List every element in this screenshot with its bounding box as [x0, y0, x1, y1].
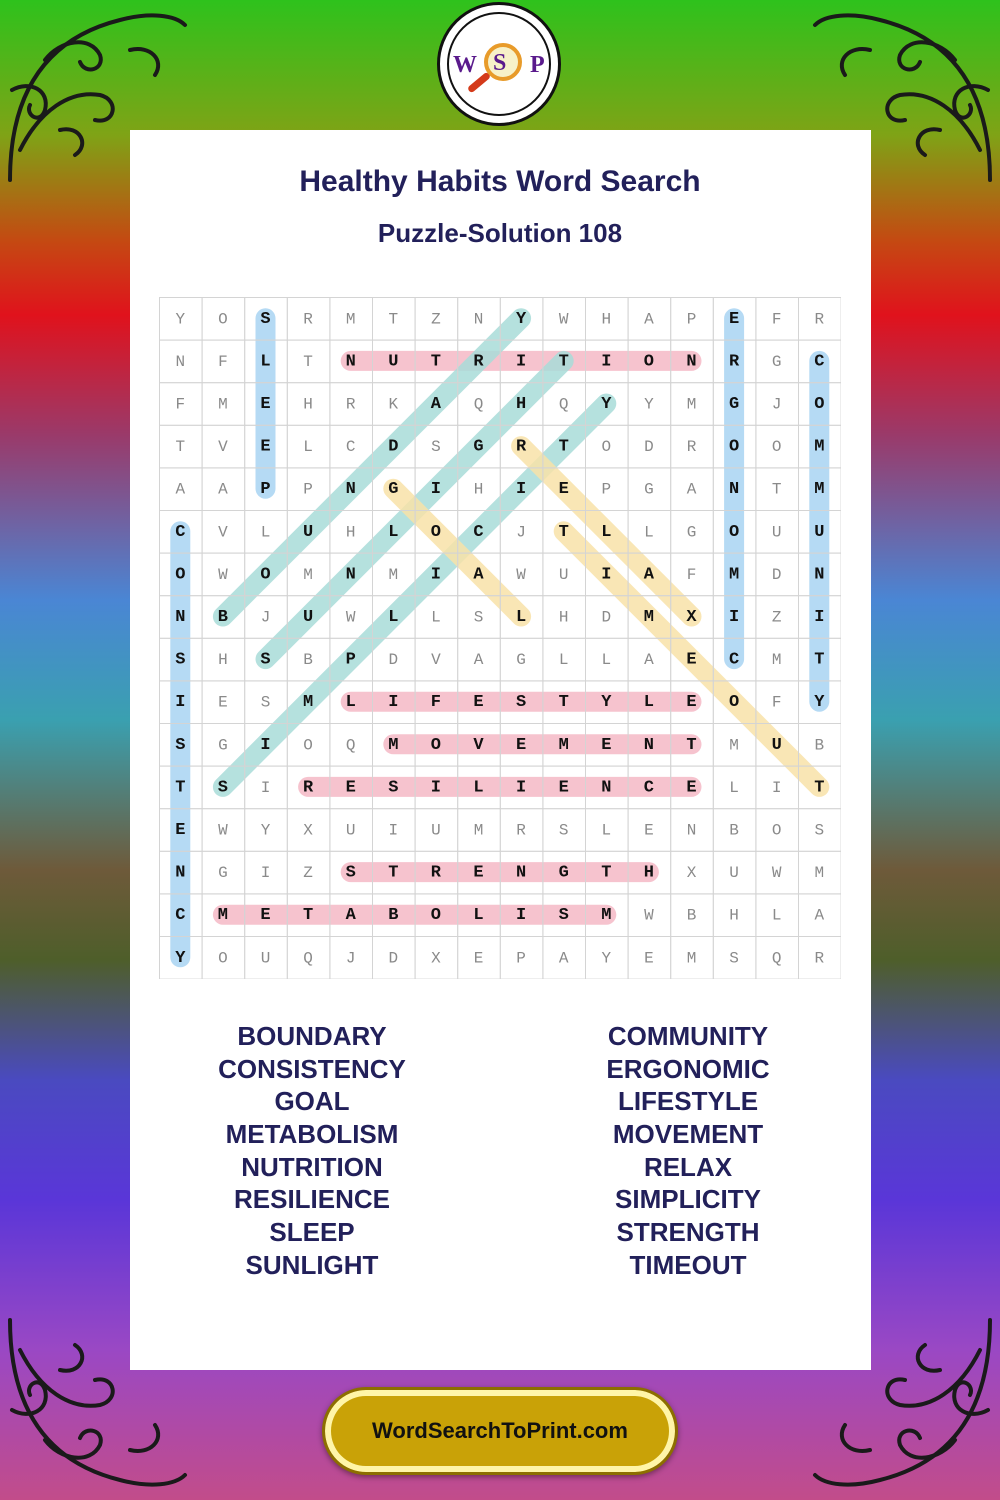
grid-letter: G [218, 736, 228, 755]
grid-letter: J [771, 395, 782, 414]
grid-letter: A [558, 949, 569, 968]
grid-letter: O [771, 438, 782, 457]
grid-letter: U [260, 949, 271, 968]
grid-letter-found: E [260, 395, 271, 414]
grid-letter: B [814, 736, 825, 755]
grid-letter: R [303, 310, 313, 329]
grid-letter: P [686, 310, 697, 329]
grid-letter: U [345, 821, 356, 840]
page-title: Healthy Habits Word Search [299, 165, 701, 198]
grid-letter-found: D [388, 437, 399, 457]
grid-letter: P [303, 480, 313, 499]
grid-letter-found: L [260, 352, 271, 372]
grid-letter-found: I [814, 608, 825, 627]
grid-letter-found: L [388, 608, 399, 627]
grid-letter-found: E [175, 821, 186, 840]
grid-letter: O [218, 949, 228, 968]
grid-letter: E [218, 693, 228, 712]
grid-letter-found: E [515, 735, 527, 755]
grid-letter: H [558, 608, 569, 627]
grid-letter: O [303, 736, 313, 755]
grid-letter: I [771, 778, 782, 797]
grid-letter-found: X [686, 608, 697, 627]
grid-letter-found: C [473, 522, 484, 542]
grid-letter-found: M [728, 565, 740, 585]
grid-letter-found: A [345, 906, 356, 926]
grid-letter: R [516, 821, 526, 840]
word-list-item: TIMEOUT [629, 1249, 747, 1280]
logo-letter-s: S [493, 50, 507, 76]
grid-letter: Z [303, 864, 313, 883]
grid-letter: F [771, 310, 782, 329]
word-list-item: RELAX [643, 1151, 733, 1182]
word-list-item: RESILIENCE [233, 1184, 391, 1215]
word-search-grid [159, 297, 841, 979]
grid-letter: I [388, 821, 399, 840]
grid-letter-found: T [686, 735, 697, 755]
grid-letter: M [388, 565, 399, 584]
grid-letter: E [644, 949, 654, 968]
grid-letter-found: E [558, 778, 569, 798]
grid-letter: D [601, 608, 612, 627]
grid-letter: L [601, 821, 612, 840]
grid-letter-found: R [515, 437, 527, 457]
grid-letter: S [814, 821, 825, 840]
grid-letter: X [431, 949, 441, 968]
grid-letter-found: C [814, 352, 825, 372]
grid-letter-found: I [388, 693, 399, 713]
grid-letter: W [345, 608, 356, 627]
grid-letter: Q [771, 949, 782, 968]
grid-letter: B [729, 821, 739, 840]
grid-letter-found: L [345, 693, 356, 713]
grid-letter: G [218, 864, 228, 883]
grid-letter-found: I [430, 565, 442, 585]
grid-letter-found: T [814, 650, 825, 670]
grid-letter-found: M [601, 906, 612, 926]
grid-letter-found: N [345, 565, 356, 585]
grid-letter-found: Y [175, 948, 186, 968]
grid-letter-found: C [643, 778, 655, 798]
grid-letter-found: H [643, 863, 655, 883]
grid-letter: S [260, 693, 271, 712]
grid-letter: W [218, 821, 228, 840]
grid-letter: L [558, 651, 569, 670]
grid-letter-found: E [686, 650, 697, 670]
grid-letter: L [729, 778, 739, 797]
word-list-item: SUNLIGHT [245, 1249, 379, 1280]
word-list-item: SLEEP [269, 1217, 355, 1248]
word-list-item: NUTRITION [241, 1151, 383, 1182]
grid-letter: H [601, 310, 612, 329]
word-list-right [538, 1020, 838, 1282]
wsp-logo[interactable] [437, 2, 561, 126]
grid-letter: H [218, 651, 228, 670]
grid-letter-found: T [558, 693, 569, 713]
grid-letter-found: G [728, 395, 740, 414]
grid-letter: G [644, 480, 654, 499]
grid-letter: R [686, 438, 697, 457]
grid-letter: S [431, 438, 441, 457]
grid-letter: R [814, 310, 825, 329]
grid-letter-found: M [643, 608, 655, 627]
grid-letter-found: N [345, 352, 356, 372]
grid-letter: Q [303, 949, 313, 968]
grid-letter: F [218, 352, 228, 371]
grid-letter: D [388, 949, 399, 968]
grid-letter-found: T [558, 352, 569, 372]
grid-letter-found: R [728, 352, 740, 372]
grid-letter: O [218, 310, 228, 329]
grid-letter-found: B [388, 906, 399, 926]
grid-letter: U [771, 523, 782, 542]
grid-letter-found: O [728, 693, 740, 713]
grid-letter: F [175, 395, 186, 414]
grid-letter-found: I [515, 778, 527, 798]
logo-letter-p: P [530, 52, 545, 78]
grid-letter: Q [473, 395, 484, 414]
grid-letter: K [388, 395, 399, 414]
grid-letter: I [260, 864, 271, 883]
grid-letter: R [814, 949, 825, 968]
grid-letter-found: E [260, 437, 271, 457]
grid-letter-found: G [388, 480, 399, 500]
grid-letter: M [473, 821, 484, 840]
grid-letter-found: I [601, 565, 612, 585]
grid-letter-found: Y [515, 309, 527, 329]
grid-letter: G [516, 651, 526, 670]
grid-letter: F [686, 565, 697, 584]
grid-letter-found: T [601, 863, 612, 883]
grid-letter-found: U [814, 522, 825, 542]
grid-letter: L [644, 523, 654, 542]
grid-letter-found: T [558, 437, 569, 457]
grid-letter-found: I [430, 778, 442, 798]
grid-letter-found: T [302, 906, 314, 926]
grid-letter: M [218, 395, 228, 414]
grid-letter-found: O [814, 395, 825, 414]
grid-letter: J [516, 523, 526, 542]
grid-letter-found: U [771, 735, 782, 755]
grid-letter-found: E [260, 906, 271, 926]
grid-letter: T [388, 310, 399, 329]
grid-letter-found: L [515, 608, 527, 627]
grid-letter: V [218, 523, 228, 542]
grid-letter: N [175, 352, 186, 371]
word-list-item: CONSISTENCY [218, 1053, 406, 1084]
grid-letter-found: M [302, 693, 314, 713]
grid-letter: X [303, 821, 313, 840]
grid-letter: A [175, 480, 186, 499]
grid-letter: C [345, 438, 356, 457]
grid-letter: Z [771, 608, 782, 627]
grid-letter: W [558, 310, 569, 329]
grid-letter: N [473, 310, 484, 329]
grid-letter: G [686, 523, 697, 542]
grid-letter: T [303, 352, 313, 371]
grid-letter: U [431, 821, 441, 840]
grid-letter: P [516, 949, 526, 968]
grid-letter-found: S [175, 735, 186, 755]
grid-letter-found: N [686, 352, 697, 372]
grid-letter: Y [644, 395, 654, 414]
grid-letter-found: S [260, 650, 271, 670]
grid-letter-found: A [430, 395, 442, 414]
grid-letter: D [644, 438, 654, 457]
grid-letter-found: I [515, 906, 527, 926]
grid-letter-found: L [473, 906, 484, 926]
word-list-item: ERGONOMIC [606, 1053, 770, 1084]
grid-letter-found: U [302, 522, 314, 542]
word-list-left [162, 1020, 462, 1282]
word-list-item: MOVEMENT [612, 1119, 764, 1150]
grid-letter: T [175, 438, 186, 457]
word-list-item: GOAL [274, 1086, 350, 1117]
grid-letter-found: E [558, 480, 569, 500]
grid-letter-found: O [430, 735, 442, 755]
grid-letter-found: E [473, 863, 484, 883]
word-list-item: LIFESTYLE [617, 1086, 759, 1117]
grid-letter: W [218, 565, 228, 584]
grid-letter-found: T [175, 778, 186, 798]
grid-letter: U [558, 565, 569, 584]
grid-letter-found: E [473, 693, 484, 713]
grid-letter-found: O [175, 565, 186, 585]
grid-letter: M [729, 736, 739, 755]
grid-letter: E [644, 821, 654, 840]
grid-letter-found: P [345, 650, 356, 670]
grid-letter: R [345, 395, 356, 414]
grid-letter: S [558, 821, 569, 840]
grid-letter-found: O [728, 437, 740, 457]
grid-letter-found: E [345, 778, 356, 798]
grid-letter-found: N [515, 863, 527, 883]
grid-letter-found: N [175, 608, 186, 627]
grid-letter-found: N [601, 778, 612, 798]
grid-letter-found: M [558, 735, 569, 755]
grid-letter-found: E [686, 693, 697, 713]
grid-letter: D [771, 565, 782, 584]
grid-letter-found: B [217, 608, 229, 627]
grid-letter-found: Y [814, 693, 825, 713]
grid-letter: A [473, 651, 484, 670]
grid-letter-found: A [643, 565, 655, 585]
grid-letter-found: R [473, 352, 484, 372]
grid-letter-found: I [430, 480, 442, 500]
grid-letter-found: L [601, 522, 612, 542]
grid-letter-found: H [515, 395, 527, 414]
word-list-item: STRENGTH [616, 1217, 760, 1248]
grid-letter-found: I [515, 352, 527, 372]
grid-letter: Y [260, 821, 271, 840]
grid-letter: M [686, 949, 697, 968]
grid-letter: S [729, 949, 739, 968]
grid-letter-found: P [260, 480, 271, 500]
grid-letter-found: N [728, 480, 740, 500]
grid-letter: O [601, 438, 612, 457]
grid-letter-found: M [814, 480, 825, 500]
grid-letter-found: O [728, 522, 740, 542]
grid-letter: O [771, 821, 782, 840]
grid-letter-found: I [601, 352, 612, 372]
grid-letter-found: S [260, 309, 271, 329]
grid-letter-found: R [302, 778, 314, 798]
grid-letter-found: I [175, 693, 186, 713]
grid-letter: J [345, 949, 356, 968]
grid-letter: M [303, 565, 313, 584]
grid-letter-found: Y [601, 395, 612, 414]
grid-letter: Y [601, 949, 612, 968]
grid-letter-found: O [260, 565, 271, 585]
grid-letter: Q [558, 395, 569, 414]
grid-letter-found: C [175, 906, 186, 926]
grid-letter-found: E [686, 778, 697, 798]
grid-letter: L [601, 651, 612, 670]
grid-letter-found: U [388, 352, 399, 372]
grid-letter: H [303, 395, 313, 414]
grid-letter-found: L [388, 522, 399, 542]
grid-letter: Q [345, 736, 356, 755]
grid-letter: P [601, 480, 612, 499]
grid-letter-found: N [814, 565, 825, 585]
grid-letter-found: N [345, 480, 356, 500]
grid-letter: D [388, 651, 399, 670]
grid-letter-found: R [430, 863, 442, 883]
grid-letter: B [303, 651, 313, 670]
grid-letter: A [644, 651, 654, 670]
grid-letter-found: T [558, 522, 569, 542]
grid-letter: M [345, 310, 356, 329]
grid-letter-found: S [388, 778, 399, 798]
grid-letter-found: L [473, 778, 484, 798]
grid-letter: A [814, 906, 825, 925]
grid-letter: M [771, 651, 782, 670]
grid-letter-found: O [643, 352, 655, 372]
word-list-item: BOUNDARY [237, 1021, 387, 1051]
grid-letter-found: C [728, 650, 740, 670]
grid-letter: M [814, 864, 825, 883]
grid-letter: V [218, 438, 228, 457]
grid-letter-found: S [175, 650, 186, 670]
grid-letter-found: S [217, 778, 229, 798]
site-banner-link[interactable]: WordSearchToPrint.com [322, 1387, 678, 1475]
grid-letter: M [686, 395, 697, 414]
grid-letter: N [686, 821, 697, 840]
grid-letter: L [303, 438, 313, 457]
word-list-item: METABOLISM [225, 1119, 399, 1150]
grid-letter: L [260, 523, 271, 542]
grid-letter: T [771, 480, 782, 499]
grid-letter-found: C [175, 522, 186, 542]
page-subtitle: Puzzle-Solution 108 [377, 218, 623, 248]
grid-letter-found: T [430, 352, 442, 372]
grid-letter-found: M [388, 735, 399, 755]
grid-letter-found: U [302, 608, 314, 627]
logo-letter-w: W [453, 52, 477, 78]
grid-letter: X [686, 864, 697, 883]
grid-letter: L [771, 906, 782, 925]
grid-letter-found: M [217, 906, 229, 926]
grid-letter: H [729, 906, 739, 925]
grid-letter: A [218, 480, 228, 499]
grid-letter-found: E [728, 309, 740, 329]
grid-letter-found: O [430, 522, 442, 542]
grid-letter: J [260, 608, 271, 627]
grid-letter: G [771, 352, 782, 371]
grid-letter: W [644, 906, 654, 925]
grid-letter-found: I [260, 735, 271, 755]
grid-letter: U [729, 864, 739, 883]
grid-letter-found: I [515, 480, 527, 500]
grid-letter: B [686, 906, 697, 925]
grid-letter-found: M [814, 437, 825, 457]
grid-letter-found: A [473, 565, 484, 585]
word-list-item: SIMPLICITY [615, 1184, 761, 1215]
grid-letter-found: T [388, 863, 399, 883]
grid-letter: H [473, 480, 484, 499]
grid-letter-found: S [558, 906, 569, 926]
grid-letter: A [644, 310, 654, 329]
grid-letter: W [516, 565, 526, 584]
grid-letter: A [686, 480, 697, 499]
grid-letter-found: O [430, 906, 442, 926]
grid-letter-found: G [473, 437, 484, 457]
grid-letter-found: E [601, 735, 612, 755]
grid-letter-found: N [643, 735, 655, 755]
grid-letter-found: N [175, 863, 186, 883]
grid-letter-found: F [430, 693, 442, 713]
grid-letter-found: Y [601, 693, 612, 713]
grid-letter: I [260, 778, 271, 797]
grid-letter: W [771, 864, 782, 883]
grid-letter-found: G [558, 863, 569, 883]
grid-letter: Y [175, 310, 186, 329]
grid-letter-found: S [515, 693, 527, 713]
grid-letter: Z [431, 310, 441, 329]
grid-letter: F [771, 693, 782, 712]
grid-letter: V [431, 651, 441, 670]
grid-letter: E [473, 949, 484, 968]
grid-letter-found: V [473, 735, 484, 755]
grid-letter-found: T [814, 778, 825, 798]
grid-letter: S [473, 608, 484, 627]
grid-letter-found: S [345, 863, 356, 883]
grid-letter: H [345, 523, 356, 542]
grid-letter: L [431, 608, 441, 627]
word-list-item: COMMUNITY [607, 1021, 769, 1051]
grid-letter-found: I [728, 608, 740, 627]
grid-letter-found: L [643, 693, 655, 713]
